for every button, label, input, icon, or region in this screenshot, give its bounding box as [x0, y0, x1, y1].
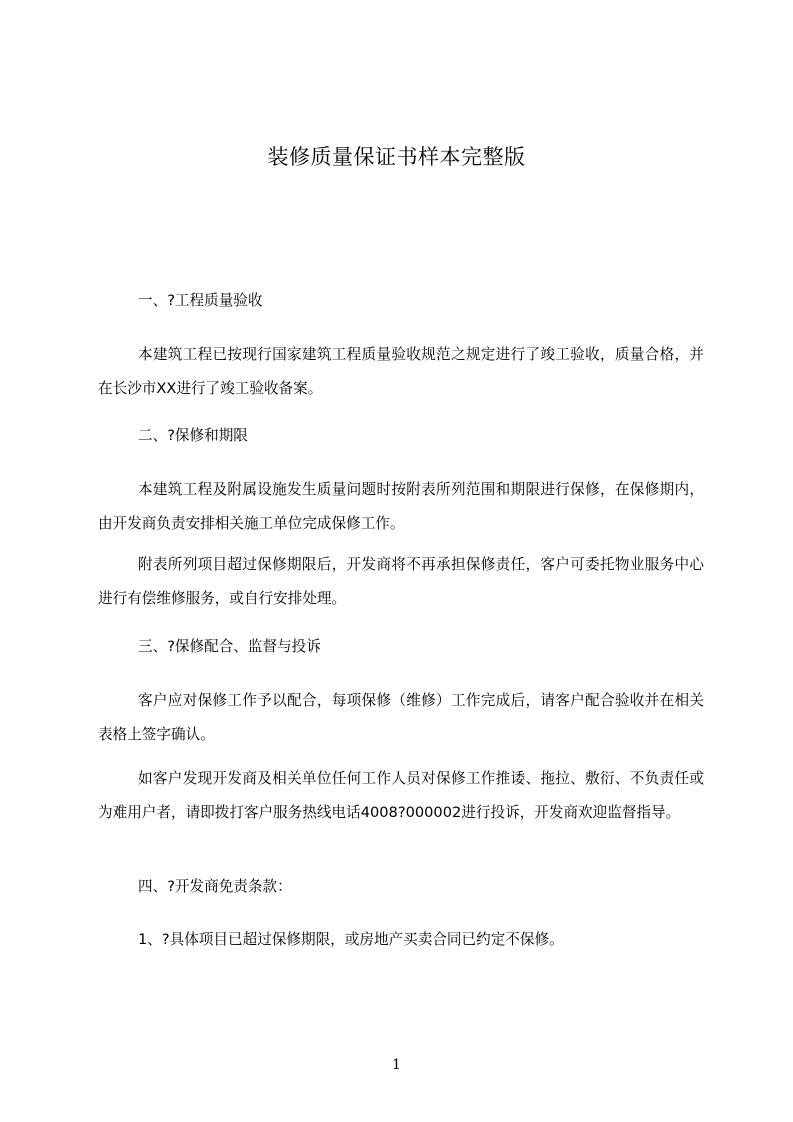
section-1-paragraph-1: 本建筑工程已按现行国家建筑工程质量验收规范之规定进行了竣工验收，质量合格，并在长沙市XX进行了竣工验收备案。: [98, 346, 704, 397]
section-3-paragraph-1: 客户应对保修工作予以配合，每项保修（维修）工作完成后，请客户配合验收并在相关表格上签字确认。: [98, 692, 704, 743]
document-title: 装修质量保证书样本完整版: [267, 145, 526, 169]
section-4-heading: 四、?开发商免责条款：: [138, 878, 292, 895]
section-2-paragraph-1: 本建筑工程及附属设施发生质量问题时按附表所列范围和期限进行保修，在保修期内，由开发商负责安排相关施工单位完成保修工作。: [98, 481, 704, 532]
page-number: 1: [392, 1057, 401, 1073]
section-4-item-1: 1、?具体项目已超过保修期限，或房地产买卖合同已约定不保修。: [138, 931, 564, 948]
section-2-heading: 二、?保修和期限: [138, 427, 248, 444]
section-3-heading: 三、?保修配合、监督与投诉: [138, 638, 321, 655]
section-2-paragraph-2: 附表所列项目超过保修期限后，开发商将不再承担保修责任，客户可委托物业服务中心进行有偿维修服务，或自行安排处理。: [98, 556, 704, 607]
section-3-paragraph-2: 如客户发现开发商及相关单位任何工作人员对保修工作推诿、拖拉、敷衍、不负责任或为难用户者，请即拨打客户服务热线电话4008?000002进行投诉，开发商欢迎监督指导。: [98, 770, 704, 821]
section-1-heading: 一、?工程质量验收: [138, 292, 263, 309]
